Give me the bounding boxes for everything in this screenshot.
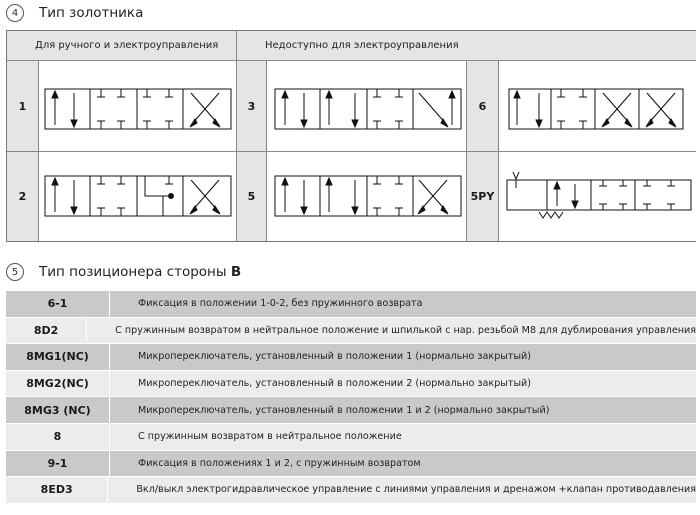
section-4-title (6, 4, 143, 22)
positioner-description: Вкл/выкл электрогидравлическое управление с линиями управления и дренажом +клапан противодавления (136, 484, 696, 496)
section-5-title (6, 263, 241, 281)
spool-3-label: 3 (247, 99, 256, 113)
spool-5py-diagram (499, 152, 696, 241)
spool-number-6 (467, 61, 499, 152)
spool-number-5py (467, 152, 499, 241)
positioner-code: 8MG3 (NC) (6, 397, 110, 423)
positioner-code: 8ED3 (6, 477, 108, 503)
spool-number-1 (7, 61, 39, 152)
positioner-description: Фиксация в положении 1-0-2, без пружинного возврата (138, 298, 423, 310)
spool-symbol-5 (267, 152, 467, 241)
spool-type-grid (6, 30, 696, 242)
header-right-text: Недоступно для электроуправления (265, 40, 459, 51)
table-row (6, 451, 696, 478)
spool-3-diagram (267, 61, 467, 152)
spool-symbol-3 (267, 61, 467, 152)
spool-symbol-2 (39, 152, 237, 241)
header-no-electric (237, 31, 696, 61)
positioner-table (6, 291, 696, 504)
positioner-code: 8MG2(NC) (6, 371, 110, 397)
positioner-code: 6-1 (6, 291, 110, 317)
header-manual-electric (7, 31, 237, 61)
spool-5-label: 5 (247, 190, 256, 203)
spool-6-diagram (499, 61, 696, 152)
spool-5-diagram (267, 152, 467, 241)
positioner-code: 9-1 (6, 451, 110, 477)
spool-2-label: 2 (18, 190, 27, 203)
positioner-code: 8D2 (6, 318, 87, 344)
spool-5py-label: 5PY (470, 190, 495, 203)
spool-number-2 (7, 152, 39, 241)
spool-2-diagram (39, 152, 237, 241)
table-row (6, 371, 696, 398)
section-5-number: 5 (6, 263, 24, 281)
positioner-description: Микропереключатель, установленный в положении 2 (нормально закрытый) (138, 378, 532, 390)
table-row (6, 424, 696, 451)
table-row (6, 397, 696, 424)
spool-symbol-5py (499, 152, 696, 241)
spool-1-label: 1 (18, 99, 27, 113)
section-5-title-side: B (230, 264, 242, 280)
positioner-description: Микропереключатель, установленный в положении 1 (нормально закрытый) (138, 351, 532, 363)
table-row (6, 318, 696, 345)
section-4-number: 4 (6, 4, 24, 22)
positioner-code: 8MG1(NC) (6, 344, 110, 370)
spool-number-3 (237, 61, 267, 152)
positioner-code: 8 (6, 424, 110, 450)
positioner-description: Микропереключатель, установленный в положении 1 и 2 (нормально закрытый) (138, 404, 550, 416)
positioner-description: Фиксация в положениях 1 и 2, с пружинным возвратом (138, 457, 421, 469)
header-left-text: Для ручного и электроуправления (35, 40, 219, 51)
table-row (6, 344, 696, 371)
section-4-text: Тип золотника (39, 5, 144, 21)
table-row (6, 291, 696, 318)
section-5-title-prefix: Тип позиционера стороны (39, 264, 231, 280)
spool-6-label: 6 (478, 99, 487, 113)
positioner-description: С пружинным возвратом в нейтральное положение и шпилькой с нар. резьбой М8 для дублирования управления (115, 324, 696, 336)
spool-1-diagram (39, 61, 237, 152)
section-5-text (39, 264, 241, 280)
table-row (6, 477, 696, 504)
spool-symbol-6 (499, 61, 696, 152)
spool-number-5 (237, 152, 267, 241)
positioner-description: С пружинным возвратом в нейтральное положение (138, 431, 402, 443)
spool-symbol-1 (39, 61, 237, 152)
